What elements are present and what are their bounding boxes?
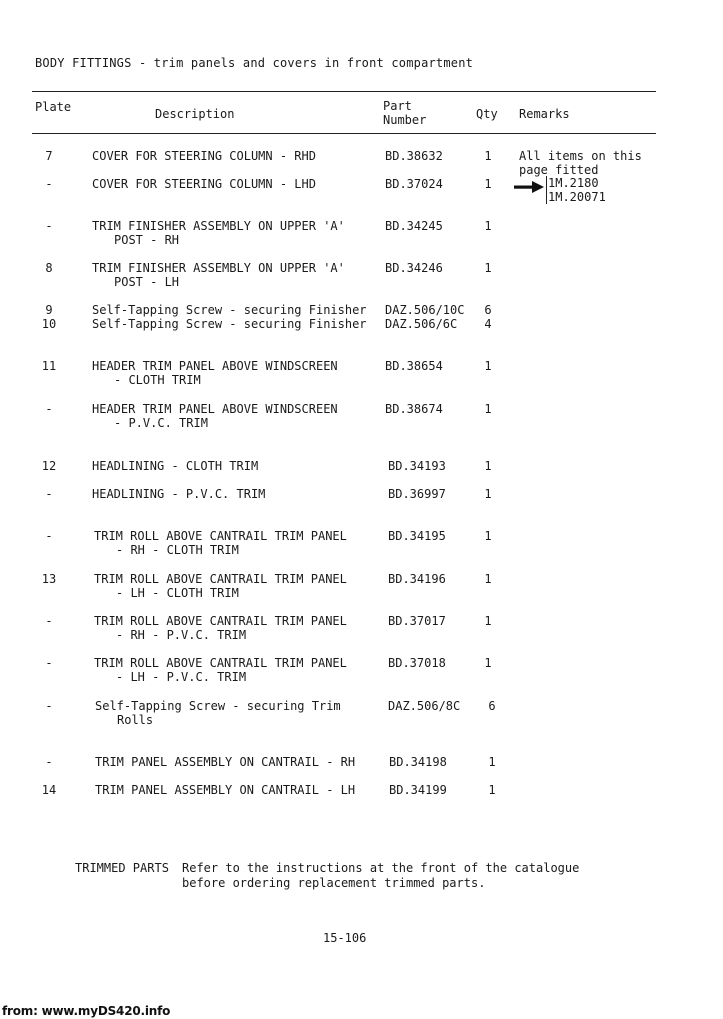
plate-number: 7 <box>45 149 53 163</box>
plate-number: - <box>45 614 53 628</box>
plate-number: 8 <box>45 261 53 275</box>
description-line: Self-Tapping Screw - securing Trim <box>95 699 341 713</box>
part-number: BD.36997 <box>388 487 446 501</box>
description-line: - LH - CLOTH TRIM <box>116 586 239 600</box>
plate-number: 12 <box>41 459 57 473</box>
part-description <box>92 261 345 289</box>
description-line: Self-Tapping Screw - securing Finisher <box>92 303 367 317</box>
part-description <box>92 177 316 191</box>
plate-number: - <box>45 487 53 501</box>
description-line: HEADER TRIM PANEL ABOVE WINDSCREEN <box>92 359 338 373</box>
quantity: 6 <box>488 699 496 713</box>
serial-range <box>514 176 654 204</box>
part-description <box>94 614 347 642</box>
description-line: COVER FOR STEERING COLUMN - LHD <box>92 177 316 191</box>
part-number: DAZ.506/6C <box>385 317 458 331</box>
part-number: BD.34245 <box>385 219 443 233</box>
part-number: DAZ.506/10C <box>385 303 465 317</box>
quantity: 1 <box>484 261 492 275</box>
part-description <box>92 317 367 331</box>
quantity: 1 <box>484 219 492 233</box>
description-line: HEADLINING - P.V.C. TRIM <box>92 487 266 501</box>
part-number: DAZ.506/8C <box>388 699 461 713</box>
description-line: TRIM ROLL ABOVE CANTRAIL TRIM PANEL <box>94 572 347 586</box>
source-footer: from: www.myDS420.info <box>2 1004 171 1018</box>
plate-number: 11 <box>41 359 57 373</box>
part-number: BD.34198 <box>389 755 447 769</box>
part-description <box>92 459 258 473</box>
part-description <box>95 755 355 769</box>
part-description <box>92 303 367 317</box>
quantity: 1 <box>484 529 492 543</box>
header-plate: Plate <box>35 100 72 114</box>
part-number: BD.34246 <box>385 261 443 275</box>
quantity: 1 <box>484 656 492 670</box>
description-line: TRIM ROLL ABOVE CANTRAIL TRIM PANEL <box>94 656 347 670</box>
plate-number: 13 <box>41 572 57 586</box>
part-description <box>95 783 355 797</box>
quantity: 1 <box>484 177 492 191</box>
plate-number: 10 <box>41 317 57 331</box>
header-description: Description <box>155 107 235 121</box>
description-line: - P.V.C. TRIM <box>114 416 208 430</box>
plate-number: - <box>45 699 53 713</box>
part-number: BD.34196 <box>388 572 446 586</box>
description-line: - RH - P.V.C. TRIM <box>116 628 247 642</box>
part-number: BD.38674 <box>385 402 443 416</box>
quantity: 4 <box>484 317 492 331</box>
plate-number: - <box>45 529 53 543</box>
note-line: before ordering replacement trimmed parts. <box>182 876 486 890</box>
part-number: BD.34193 <box>388 459 446 473</box>
description-line: TRIM FINISHER ASSEMBLY ON UPPER 'A' <box>92 219 345 233</box>
part-number: BD.37017 <box>388 614 446 628</box>
quantity: 1 <box>484 487 492 501</box>
description-line: Self-Tapping Screw - securing Finisher <box>92 317 367 331</box>
page-number: 15-106 <box>323 931 367 945</box>
part-description <box>94 656 347 684</box>
plate-number: 14 <box>41 783 57 797</box>
serial-from: 1M.2180 <box>548 176 599 190</box>
part-number: BD.38632 <box>385 149 443 163</box>
quantity: 1 <box>484 149 492 163</box>
plate-number: - <box>45 177 53 191</box>
plate-number: - <box>45 402 53 416</box>
note-line: Refer to the instructions at the front of the catalogue <box>182 861 580 875</box>
part-description <box>92 359 338 387</box>
quantity: 1 <box>484 459 492 473</box>
header-qty: Qty <box>476 107 498 121</box>
description-line: POST - RH <box>114 233 180 247</box>
part-number: BD.34195 <box>388 529 446 543</box>
remarks-line: page fitted <box>519 163 599 177</box>
description-line: TRIM PANEL ASSEMBLY ON CANTRAIL - RH <box>95 755 356 769</box>
serial-numbers <box>548 176 606 204</box>
part-description <box>92 219 345 247</box>
part-description <box>95 699 341 727</box>
note-text <box>182 861 579 891</box>
description-line: Rolls <box>117 713 154 727</box>
part-number: BD.34199 <box>389 783 447 797</box>
header-part-number <box>383 99 426 127</box>
range-bracket <box>546 176 547 204</box>
plate-number: - <box>45 656 53 670</box>
description-line: TRIM ROLL ABOVE CANTRAIL TRIM PANEL <box>94 529 347 543</box>
description-line: TRIM ROLL ABOVE CANTRAIL TRIM PANEL <box>94 614 347 628</box>
description-line: - CLOTH TRIM <box>114 373 201 387</box>
header-bottom-rule <box>32 133 656 134</box>
plate-number: 9 <box>45 303 53 317</box>
quantity: 6 <box>484 303 492 317</box>
description-line: HEADER TRIM PANEL ABOVE WINDSCREEN <box>92 402 338 416</box>
description-line: - LH - P.V.C. TRIM <box>116 670 247 684</box>
plate-number: - <box>45 755 53 769</box>
description-line: COVER FOR STEERING COLUMN - RHD <box>92 149 316 163</box>
page-title: BODY FITTINGS - trim panels and covers in front compartment <box>35 56 474 70</box>
serial-to: 1M.20071 <box>548 190 606 204</box>
description-line: HEADLINING - CLOTH TRIM <box>92 459 259 473</box>
part-description <box>92 402 338 430</box>
header-remarks: Remarks <box>519 107 570 121</box>
header-part-line2: Number <box>383 113 427 127</box>
header-part-line1: Part <box>383 99 412 113</box>
description-line: TRIM FINISHER ASSEMBLY ON UPPER 'A' <box>92 261 345 275</box>
part-number: BD.37024 <box>385 177 443 191</box>
description-line: - RH - CLOTH TRIM <box>116 543 239 557</box>
part-description <box>94 529 347 557</box>
part-number: BD.38654 <box>385 359 443 373</box>
part-description <box>92 149 316 163</box>
quantity: 1 <box>488 783 496 797</box>
part-description <box>94 572 347 600</box>
part-number: BD.37018 <box>388 656 446 670</box>
quantity: 1 <box>484 402 492 416</box>
remarks-note <box>519 149 642 177</box>
note-label: TRIMMED PARTS <box>75 861 169 875</box>
description-line: POST - LH <box>114 275 180 289</box>
quantity: 1 <box>484 572 492 586</box>
plate-number: - <box>45 219 53 233</box>
part-description <box>92 487 265 501</box>
quantity: 1 <box>488 755 496 769</box>
header-top-rule <box>32 91 656 92</box>
description-line: TRIM PANEL ASSEMBLY ON CANTRAIL - LH <box>95 783 356 797</box>
quantity: 1 <box>484 614 492 628</box>
right-arrow-icon <box>514 181 544 193</box>
quantity: 1 <box>484 359 492 373</box>
remarks-line: All items on this <box>519 149 642 163</box>
